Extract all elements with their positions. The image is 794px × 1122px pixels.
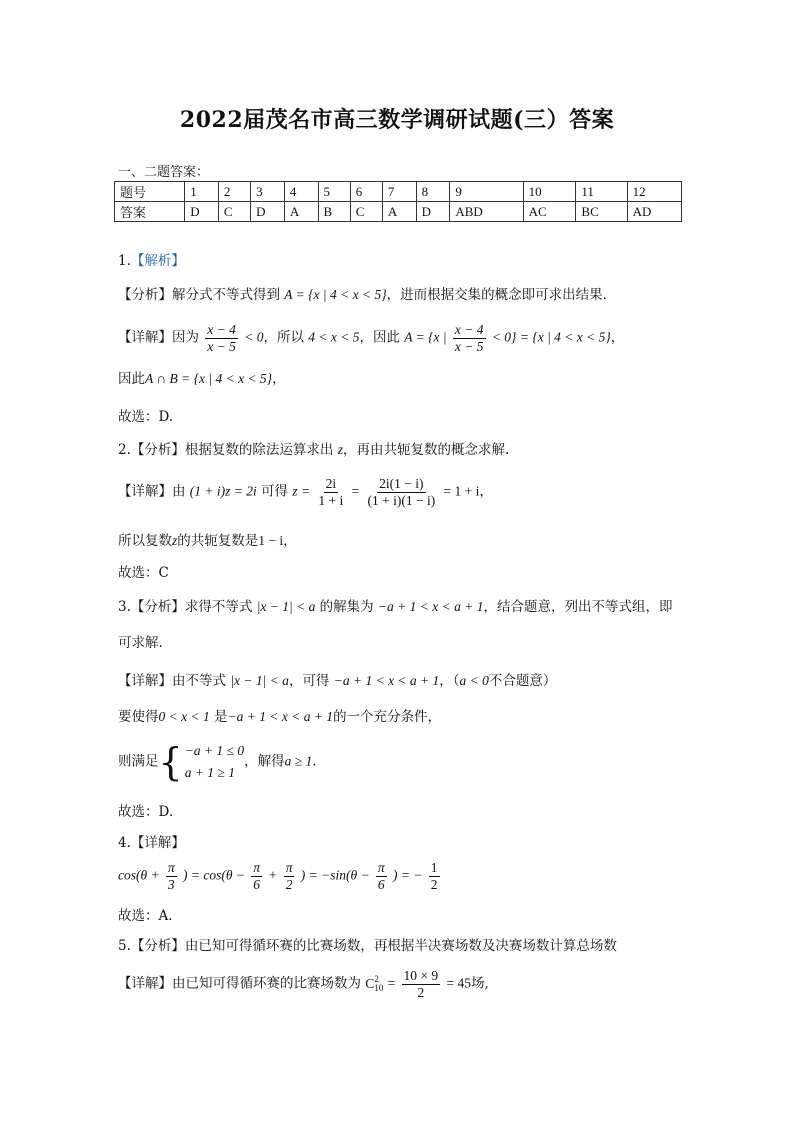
math: a < 0	[459, 673, 489, 688]
q1-analysis	[118, 286, 607, 304]
fraction-numerator: 10 × 9	[403, 968, 439, 983]
text: ，解得	[244, 753, 285, 770]
text: 的共轭复数是	[177, 533, 259, 549]
math: z	[337, 442, 343, 457]
fraction-denominator: 1 + i	[318, 492, 344, 508]
q4-heading: 4.【详解】	[118, 835, 185, 851]
math: A = {x |	[404, 329, 447, 345]
q5-detail	[118, 968, 489, 1000]
q2-analysis	[118, 441, 509, 459]
answer-cell: D	[185, 202, 219, 222]
text: 所以复数	[118, 533, 172, 549]
fraction	[251, 860, 262, 892]
answer-cell: B	[318, 202, 350, 222]
system-line: a + 1 ≥ 1	[184, 765, 235, 780]
q3-detail	[118, 672, 556, 690]
detail-tag: 【详解】	[118, 975, 172, 992]
math: < 0} = {x | 4 < x < 5}	[491, 329, 611, 345]
analysis-tag: 【分析】	[130, 442, 185, 458]
question-number-cell: 2	[218, 182, 250, 202]
system-line: −a + 1 ≤ 0	[184, 743, 245, 758]
fraction-numerator: x − 4	[207, 322, 236, 337]
text: 的解集为	[319, 599, 374, 615]
comb-subscript: 10	[374, 983, 384, 994]
math: < 0	[244, 329, 264, 345]
text: .	[312, 753, 317, 770]
q4-equation	[118, 860, 442, 892]
math: |x − 1| < a	[230, 673, 289, 688]
combination-symbol	[365, 974, 384, 994]
question-number-cell: 4	[284, 182, 318, 202]
text: 可得	[261, 483, 289, 500]
text: ，结合题意，列出不等式组，即	[483, 599, 673, 615]
fraction-denominator: 2	[430, 876, 438, 892]
math: +	[268, 867, 278, 883]
comb-superscript: 2	[374, 974, 379, 985]
q2-detail	[118, 476, 493, 508]
math: z =	[292, 483, 311, 499]
answer-cell: BC	[576, 202, 627, 222]
fraction	[402, 968, 441, 1000]
q3-analysis-continued: 可求解.	[118, 635, 163, 651]
q3-condition	[118, 708, 441, 726]
answer-table-caption: 一、二题答案：	[118, 165, 210, 180]
math: = 1 + i	[443, 483, 480, 499]
math: −a + 1 < x < a + 1	[333, 673, 440, 688]
q1-heading	[118, 252, 185, 270]
answer-cell: D	[251, 202, 285, 222]
q1-answer: 故选：D.	[118, 409, 174, 425]
analysis-tag: 【分析】	[130, 938, 185, 954]
analysis-tag: 【分析】	[130, 599, 185, 615]
fraction-denominator: (1 + i)(1 − i)	[367, 492, 436, 508]
q2-answer: 故选：C	[118, 565, 169, 581]
math: (1 + i)z = 2i	[189, 483, 257, 499]
math: A = {x | 4 < x < 5}	[284, 287, 387, 302]
fraction-denominator: 6	[253, 876, 260, 892]
analysis-tag: 【分析】	[118, 287, 172, 303]
text: 因为	[172, 329, 199, 346]
fraction-numerator: π	[285, 860, 293, 875]
text: 不合题意）	[488, 673, 557, 689]
fraction	[376, 860, 387, 892]
fraction-numerator: x − 4	[454, 322, 484, 337]
brace-symbol: {	[158, 740, 183, 784]
detail-tag: 【详解】	[118, 483, 172, 500]
fraction-denominator: 2	[417, 984, 425, 1000]
detail-tag: 【详解】	[118, 673, 172, 689]
q3-analysis	[118, 598, 672, 616]
question-number-cell: 3	[251, 182, 285, 202]
text: 根据复数的除法运算求出	[184, 442, 334, 458]
answer-cell: C	[218, 202, 250, 222]
table-header-cell: 答案	[115, 202, 185, 222]
page-title: 2022届茂名市高三数学调研试题(三）答案	[179, 107, 615, 133]
question-number-cell: 1	[185, 182, 219, 202]
question-number-cell: 6	[350, 182, 382, 202]
question-number-cell: 7	[382, 182, 416, 202]
table-row-numbers	[115, 182, 682, 202]
question-number-cell: 12	[627, 182, 681, 202]
fraction	[316, 476, 345, 508]
math: = 45	[446, 975, 471, 991]
fraction	[453, 322, 486, 354]
fraction-denominator: 6	[377, 876, 385, 892]
math: ) = cos(θ −	[182, 867, 245, 883]
fraction	[166, 860, 177, 892]
text: 解分式不等式得到	[172, 287, 280, 303]
table-row-answers	[115, 202, 682, 222]
answer-cell: C	[350, 202, 382, 222]
q2-number: 2.	[118, 442, 131, 458]
text: ，（	[439, 673, 460, 689]
math: ) = −	[392, 867, 423, 883]
q3-system	[118, 740, 317, 784]
inequality-system	[159, 740, 245, 784]
text: 因此	[118, 371, 145, 387]
math: =	[387, 975, 396, 991]
text: 的一个充分条件，	[333, 709, 442, 725]
text: ，可得	[288, 673, 330, 689]
system-lines	[185, 740, 244, 784]
text: 要使得	[118, 709, 159, 725]
math: cos(θ +	[118, 867, 160, 883]
math: −a + 1 < x < a + 1	[227, 709, 334, 724]
fraction-numerator: π	[253, 860, 260, 875]
fraction-denominator: x − 5	[454, 338, 484, 354]
text: 是	[214, 709, 228, 725]
fraction-numerator: 2i(1 − i)	[379, 476, 424, 491]
q1-detail	[118, 322, 624, 354]
q5-analysis	[118, 937, 617, 955]
math: a ≥ 1	[284, 753, 313, 769]
text: ，	[479, 483, 493, 500]
fraction-denominator: 2	[285, 876, 293, 892]
math: A ∩ B = {x | 4 < x < 5}	[145, 371, 273, 386]
math: 4 < x < 5	[308, 329, 360, 345]
q3-answer: 故选：D.	[118, 804, 174, 820]
text: 由不等式	[172, 673, 226, 689]
q5-number: 5.	[118, 938, 131, 954]
fraction-numerator: 1	[430, 860, 438, 875]
answer-cell: ABD	[450, 202, 523, 222]
answer-cell: AC	[523, 202, 576, 222]
detail-tag: 【详解】	[118, 329, 172, 346]
q1-conclusion	[118, 370, 286, 388]
text: 由	[172, 483, 186, 500]
text: ，进而根据交集的概念即可求出结果.	[386, 287, 607, 303]
fraction	[205, 322, 238, 354]
fraction-denominator: x − 5	[207, 338, 236, 354]
answer-table	[114, 181, 682, 222]
fraction-numerator: π	[167, 860, 175, 875]
text: ，因此	[359, 329, 400, 346]
math: =	[351, 483, 360, 499]
math: −a + 1 < x < a + 1	[377, 599, 484, 614]
comb-indices	[374, 975, 383, 993]
fraction-numerator: 2i	[325, 476, 337, 491]
fraction-denominator: 3	[167, 876, 175, 892]
text: 则满足	[118, 753, 159, 770]
fraction	[284, 860, 295, 892]
table-header-cell: 题号	[115, 182, 185, 202]
math: z	[172, 533, 178, 548]
question-number-cell: 11	[576, 182, 627, 202]
text: ，再由共轭复数的概念求解.	[342, 442, 510, 458]
answer-cell: AD	[627, 202, 681, 222]
q1-solution-tag: 【解析】	[130, 253, 185, 269]
math: |x − 1| < a	[256, 599, 316, 614]
comb-letter: C	[365, 975, 375, 991]
fraction	[429, 860, 440, 892]
fraction	[366, 476, 438, 508]
question-number-cell: 8	[416, 182, 450, 202]
text: 由已知可得循环赛的比赛场数为	[172, 975, 361, 992]
q1-number: 1.	[118, 253, 131, 269]
answer-cell: A	[382, 202, 416, 222]
math: ) = −sin(θ −	[300, 867, 370, 883]
text: ，所以	[263, 329, 304, 346]
text: 由已知可得循环赛的比赛场数，再根据半决赛场数及决赛场数计算总场数	[184, 938, 617, 954]
question-number-cell: 9	[450, 182, 523, 202]
text: ，	[610, 329, 625, 346]
question-number-cell: 5	[318, 182, 350, 202]
fraction-numerator: π	[377, 860, 385, 875]
text: 场,	[470, 975, 489, 992]
q3-number: 3.	[118, 599, 131, 615]
q4-answer: 故选：A.	[118, 908, 173, 924]
q2-conclusion	[118, 532, 297, 550]
answer-cell: D	[416, 202, 450, 222]
answer-cell: A	[284, 202, 318, 222]
math: 0 < x < 1	[158, 709, 210, 724]
question-number-cell: 10	[523, 182, 576, 202]
text: ，	[272, 371, 286, 387]
text: 求得不等式	[184, 599, 253, 615]
text: ，	[283, 533, 297, 549]
math: 1 − i	[258, 533, 284, 548]
